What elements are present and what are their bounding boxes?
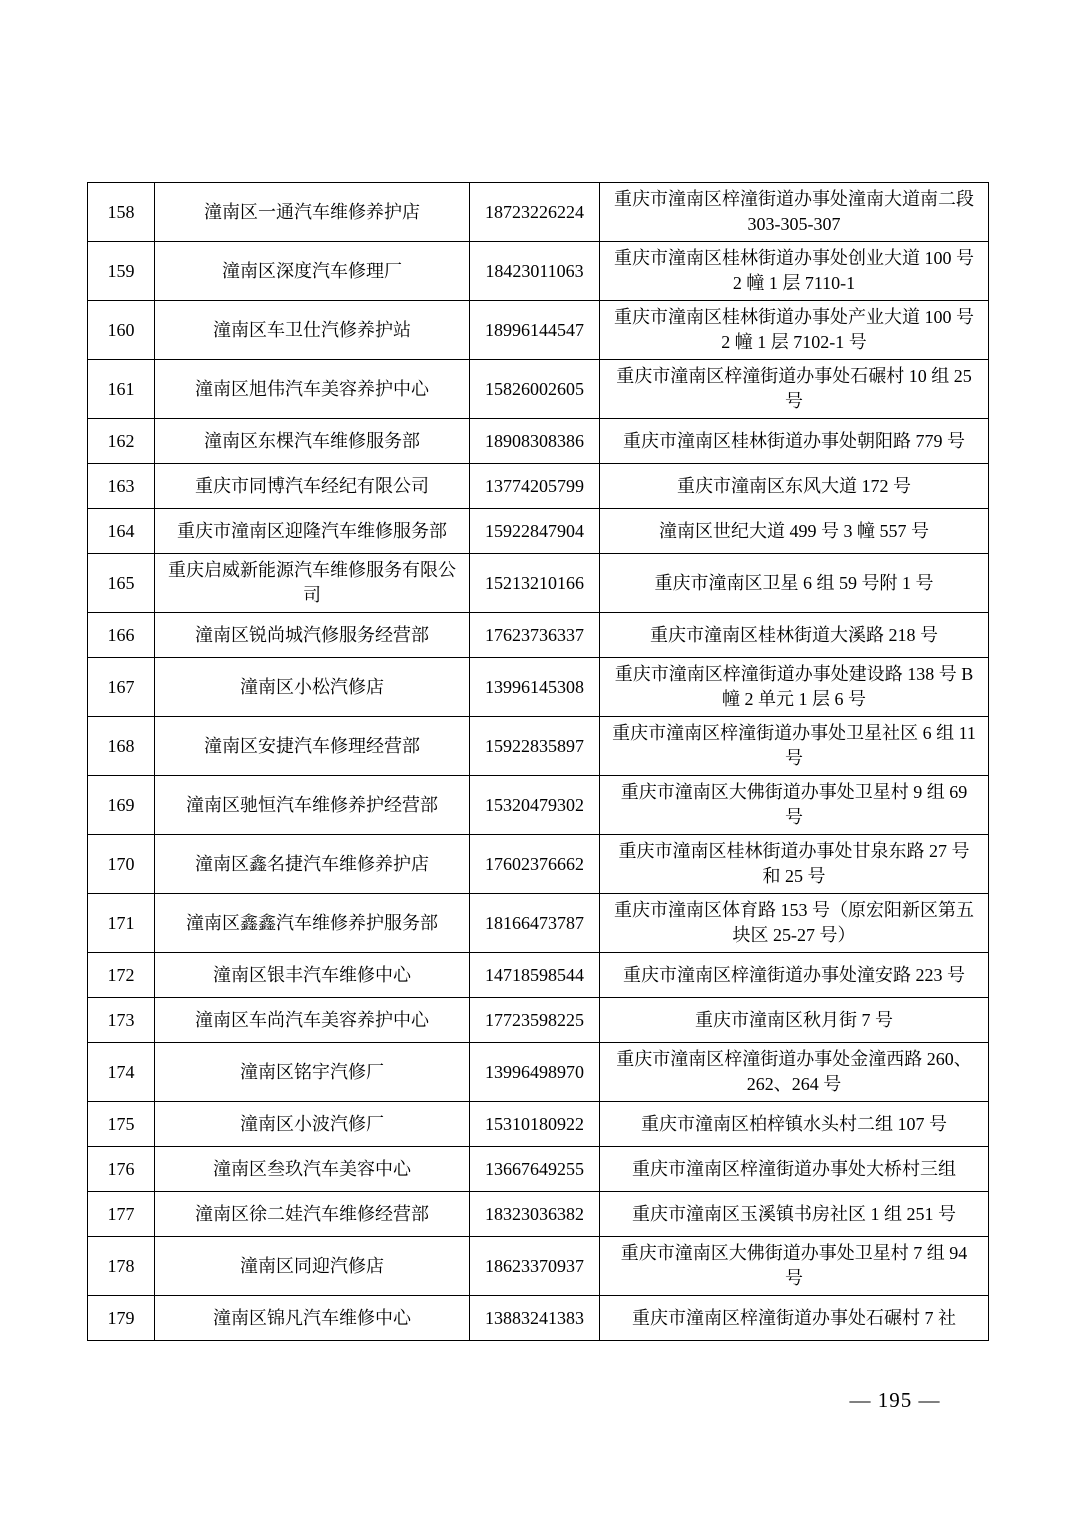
table-row (88, 1296, 989, 1341)
cell-addr: 重庆市潼南区东风大道 172 号 (600, 464, 989, 509)
table-row (88, 464, 989, 509)
cell-addr: 重庆市潼南区大佛街道办事处卫星村 7 组 94 号 (600, 1237, 989, 1296)
cell-phone: 18996144547 (470, 301, 600, 360)
cell-phone: 15826002605 (470, 360, 600, 419)
cell-name: 潼南区小松汽修店 (155, 658, 470, 717)
cell-no: 173 (88, 998, 155, 1043)
table-row (88, 1147, 989, 1192)
table-row (88, 301, 989, 360)
cell-addr: 重庆市潼南区桂林街道办事处甘泉东路 27 号和 25 号 (600, 835, 989, 894)
table-row (88, 998, 989, 1043)
cell-no: 160 (88, 301, 155, 360)
cell-name: 潼南区车卫仕汽修养护站 (155, 301, 470, 360)
cell-phone: 13996145308 (470, 658, 600, 717)
cell-addr: 重庆市潼南区梓潼街道办事处大桥村三组 (600, 1147, 989, 1192)
table-row (88, 776, 989, 835)
table-row (88, 894, 989, 953)
table-row (88, 419, 989, 464)
cell-name: 潼南区锐尚城汽修服务经营部 (155, 613, 470, 658)
cell-no: 176 (88, 1147, 155, 1192)
cell-no: 166 (88, 613, 155, 658)
cell-no: 163 (88, 464, 155, 509)
cell-name: 潼南区鑫名捷汽车维修养护店 (155, 835, 470, 894)
cell-addr: 重庆市潼南区梓潼街道办事处建设路 138 号 B 幢 2 单元 1 层 6 号 (600, 658, 989, 717)
cell-no: 159 (88, 242, 155, 301)
cell-no: 179 (88, 1296, 155, 1341)
cell-name: 潼南区同迎汽修店 (155, 1237, 470, 1296)
table-row (88, 613, 989, 658)
table-row (88, 509, 989, 554)
cell-addr: 重庆市潼南区卫星 6 组 59 号附 1 号 (600, 554, 989, 613)
cell-phone: 18166473787 (470, 894, 600, 953)
cell-addr: 重庆市潼南区梓潼街道办事处石碾村 7 社 (600, 1296, 989, 1341)
table-row (88, 1237, 989, 1296)
cell-addr: 重庆市潼南区梓潼街道办事处潼南大道南二段 303-305-307 (600, 183, 989, 242)
cell-addr: 重庆市潼南区梓潼街道办事处石碾村 10 组 25 号 (600, 360, 989, 419)
page-number: — 195 — (849, 1388, 941, 1412)
cell-addr: 重庆市潼南区梓潼街道办事处金潼西路 260、262、264 号 (600, 1043, 989, 1102)
cell-no: 161 (88, 360, 155, 419)
repair-shops-table-body (88, 183, 989, 1341)
cell-no: 164 (88, 509, 155, 554)
cell-addr: 重庆市潼南区梓潼街道办事处卫星社区 6 组 11 号 (600, 717, 989, 776)
cell-name: 潼南区安捷汽车修理经营部 (155, 717, 470, 776)
cell-name: 重庆启威新能源汽车维修服务有限公司 (155, 554, 470, 613)
cell-name: 潼南区银丰汽车维修中心 (155, 953, 470, 998)
cell-name: 潼南区小波汽修厂 (155, 1102, 470, 1147)
cell-phone: 18423011063 (470, 242, 600, 301)
table-row (88, 835, 989, 894)
cell-no: 175 (88, 1102, 155, 1147)
cell-phone: 15922835897 (470, 717, 600, 776)
cell-name: 潼南区车尚汽车美容养护中心 (155, 998, 470, 1043)
table-row (88, 717, 989, 776)
cell-name: 潼南区驰恒汽车维修养护经营部 (155, 776, 470, 835)
cell-addr: 重庆市潼南区体育路 153 号（原宏阳新区第五块区 25-27 号） (600, 894, 989, 953)
cell-no: 158 (88, 183, 155, 242)
cell-addr: 重庆市潼南区秋月街 7 号 (600, 998, 989, 1043)
cell-no: 168 (88, 717, 155, 776)
table-row (88, 554, 989, 613)
cell-no: 171 (88, 894, 155, 953)
cell-phone: 18908308386 (470, 419, 600, 464)
cell-no: 162 (88, 419, 155, 464)
table-row (88, 1102, 989, 1147)
cell-phone: 17602376662 (470, 835, 600, 894)
cell-no: 177 (88, 1192, 155, 1237)
cell-no: 170 (88, 835, 155, 894)
cell-addr: 重庆市潼南区梓潼街道办事处潼安路 223 号 (600, 953, 989, 998)
cell-name: 潼南区一通汽车维修养护店 (155, 183, 470, 242)
table-row (88, 360, 989, 419)
table-row (88, 183, 989, 242)
cell-name: 重庆市同博汽车经纪有限公司 (155, 464, 470, 509)
cell-phone: 18723226224 (470, 183, 600, 242)
cell-name: 潼南区旭伟汽车美容养护中心 (155, 360, 470, 419)
cell-no: 178 (88, 1237, 155, 1296)
cell-addr: 重庆市潼南区桂林街道大溪路 218 号 (600, 613, 989, 658)
cell-no: 174 (88, 1043, 155, 1102)
cell-name: 潼南区东棵汽车维修服务部 (155, 419, 470, 464)
cell-addr: 重庆市潼南区玉溪镇书房社区 1 组 251 号 (600, 1192, 989, 1237)
cell-phone: 15320479302 (470, 776, 600, 835)
cell-phone: 18623370937 (470, 1237, 600, 1296)
cell-phone: 14718598544 (470, 953, 600, 998)
cell-phone: 13883241383 (470, 1296, 600, 1341)
cell-phone: 18323036382 (470, 1192, 600, 1237)
cell-name: 潼南区铭宇汽修厂 (155, 1043, 470, 1102)
cell-phone: 15213210166 (470, 554, 600, 613)
cell-phone: 15922847904 (470, 509, 600, 554)
table-row (88, 1043, 989, 1102)
cell-phone: 13996498970 (470, 1043, 600, 1102)
table-row (88, 658, 989, 717)
cell-no: 165 (88, 554, 155, 613)
cell-name: 重庆市潼南区迎隆汽车维修服务部 (155, 509, 470, 554)
cell-name: 潼南区深度汽车修理厂 (155, 242, 470, 301)
cell-addr: 重庆市潼南区柏梓镇水头村二组 107 号 (600, 1102, 989, 1147)
cell-addr: 潼南区世纪大道 499 号 3 幢 557 号 (600, 509, 989, 554)
cell-no: 172 (88, 953, 155, 998)
table-row (88, 242, 989, 301)
repair-shops-table (87, 182, 989, 1341)
cell-no: 167 (88, 658, 155, 717)
cell-phone: 13667649255 (470, 1147, 600, 1192)
cell-no: 169 (88, 776, 155, 835)
cell-addr: 重庆市潼南区大佛街道办事处卫星村 9 组 69 号 (600, 776, 989, 835)
cell-addr: 重庆市潼南区桂林街道办事处创业大道 100 号 2 幢 1 层 7110-1 (600, 242, 989, 301)
cell-phone: 13774205799 (470, 464, 600, 509)
cell-name: 潼南区徐二娃汽车维修经营部 (155, 1192, 470, 1237)
cell-phone: 17723598225 (470, 998, 600, 1043)
cell-phone: 17623736337 (470, 613, 600, 658)
cell-addr: 重庆市潼南区桂林街道办事处朝阳路 779 号 (600, 419, 989, 464)
cell-name: 潼南区叁玖汽车美容中心 (155, 1147, 470, 1192)
cell-phone: 15310180922 (470, 1102, 600, 1147)
table-row (88, 1192, 989, 1237)
cell-name: 潼南区鑫鑫汽车维修养护服务部 (155, 894, 470, 953)
cell-addr: 重庆市潼南区桂林街道办事处产业大道 100 号 2 幢 1 层 7102-1 号 (600, 301, 989, 360)
table-row (88, 953, 989, 998)
cell-name: 潼南区锦凡汽车维修中心 (155, 1296, 470, 1341)
